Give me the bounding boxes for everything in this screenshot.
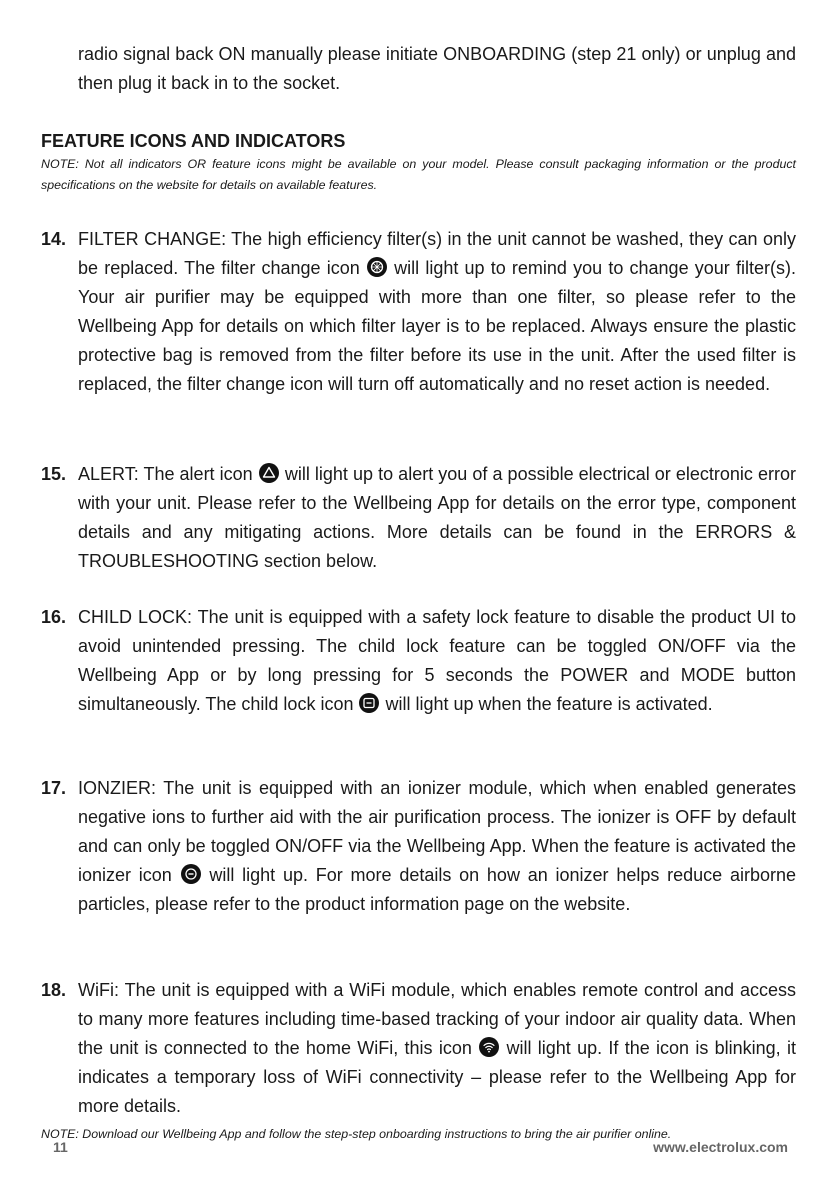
item-number: 14. — [41, 229, 67, 249]
item-ionizer — [78, 774, 796, 919]
item-number: 18. — [41, 980, 67, 1000]
item-alert — [78, 460, 796, 576]
item-number: 15. — [41, 464, 67, 484]
section-note: NOTE: Not all indicators OR feature icons might be available on your model. Please consult packaging information or the product specifications on the website for details on available features. — [41, 157, 796, 192]
item-text-before: FILTER CHANGE: The high efficiency filter(s) in the unit cannot be washed, they can only be replaced. The filter change icon — [78, 229, 796, 278]
item-text-before: ALERT: The alert icon — [78, 464, 253, 484]
item-text-after: will light up. If the icon is blinking, it indicates a temporary loss of WiFi connectivity – please refer to the Wellbeing App for more details. — [78, 1038, 796, 1116]
intro-paragraph: radio signal back ON manually please initiate ONBOARDING (step 21 only) or unplug and then plug it back in to the socket. — [78, 44, 796, 93]
item-text-after: will light up when the feature is activated. — [385, 694, 713, 714]
item-text-before: CHILD LOCK: The unit is equipped with a safety lock feature to disable the product UI to avoid unintended pressing. The child lock feature can be toggled ON/OFF via the Wellbeing App or by long pressing for 5 seconds the POWER and MODE button simultaneously. The child lock icon — [78, 607, 796, 714]
wifi-icon — [479, 1037, 499, 1057]
item-text-after: will light up. For more details on how an ionizer helps reduce airborne particles, please refer to the product information page on the website. — [78, 865, 796, 914]
section-heading: FEATURE ICONS AND INDICATORS — [41, 131, 346, 151]
item-number: 17. — [41, 778, 67, 798]
item-number: 16. — [41, 607, 67, 627]
page-number: 11 — [53, 1139, 68, 1155]
filter-change-icon — [367, 257, 387, 277]
item-child-lock — [78, 603, 796, 719]
website-link[interactable]: www.electrolux.com — [653, 1139, 788, 1155]
alert-icon — [259, 463, 279, 483]
item-text-after: will light up to remind you to change your filter(s). Your air purifier may be equipped with more than one filter, so please refer to the Wellbeing App for details on which filter layer is to be replaced. Always ensure the plastic protective bag is removed from the filter before its use in the unit. After the used filter is replaced, the filter change icon will turn off automatically and no reset action is needed. — [78, 258, 796, 394]
bottom-note: NOTE: Download our Wellbeing App and follow the step-step onboarding instructions to bring the air purifier online. — [41, 1127, 672, 1141]
child-lock-icon — [359, 693, 379, 713]
item-filter-change — [78, 225, 796, 399]
item-text-before: IONZIER: The unit is equipped with an ionizer module, which when enabled generates negative ions to further aid with the air purification process. The ionizer is OFF by default and can only be toggled ON/OFF via the Wellbeing App. When the feature is activated the ionizer icon — [78, 778, 796, 885]
item-text-before: WiFi: The unit is equipped with a WiFi module, which enables remote control and access to many more features including time-based tracking of your indoor air quality data. When the unit is connected to the home WiFi, this icon — [78, 980, 796, 1058]
ionizer-icon — [181, 864, 201, 884]
item-text-after: will light up to alert you of a possible electrical or electronic error with your unit. Please refer to the Wellbeing App for details on the error type, component details and any mitigating actions. More details can be found in the ERRORS & TROUBLESHOOTING section below. — [78, 464, 796, 571]
item-wifi — [78, 976, 796, 1121]
